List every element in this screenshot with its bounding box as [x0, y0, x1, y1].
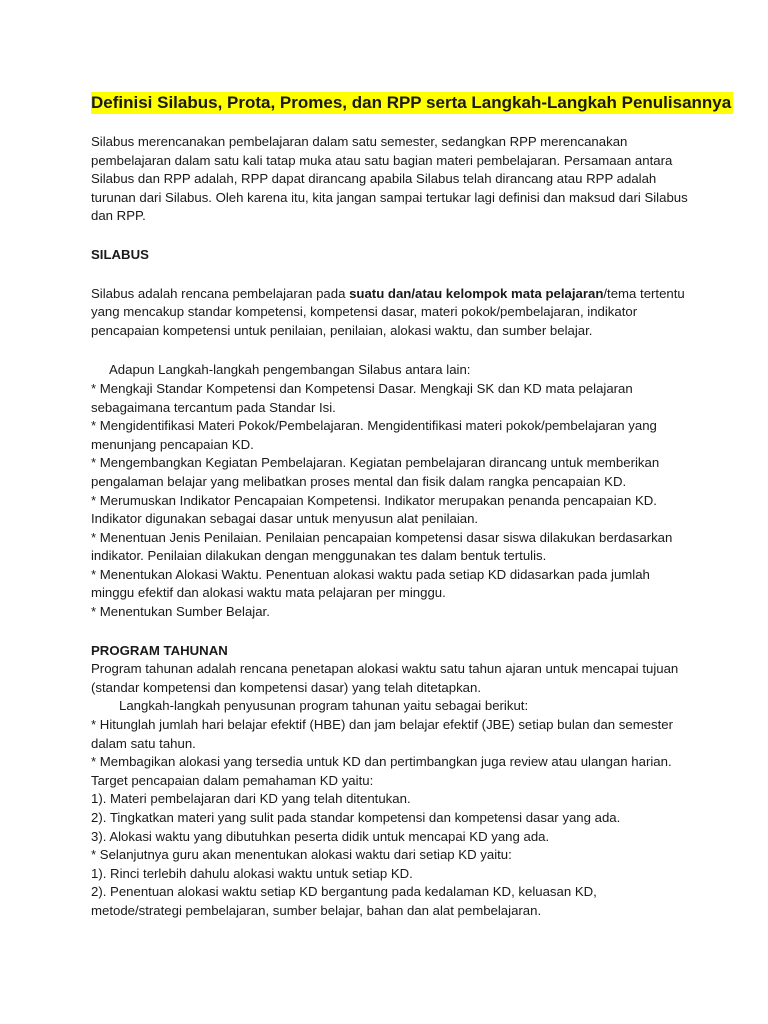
prota-steps-intro: Langkah-langkah penyusunan program tahunan yaitu sebagai berikut:: [119, 698, 529, 714]
document-title: Definisi Silabus, Prota, Promes, dan RPP serta Langkah-Langkah Penulisannya: [91, 93, 732, 112]
silabus-def-bold: suatu dan/atau kelompok mata pelajaran: [349, 285, 604, 301]
list-item: * Mengkaji Standar Kompetensi dan Kompetensi Dasar. Mengkaji SK dan KD mata pelajaran sebagaimana tercantum pada Standar Isi.: [91, 380, 633, 415]
list-item: * Merumuskan Indikator Pencapaian Kompetensi. Indikator merupakan penanda pencapaian KD. Indikator digunakan sebagai dasar untuk menyusun alat penilaian.: [91, 492, 657, 527]
list-item: * Membagikan alokasi yang tersedia untuk KD dan pertimbangkan juga review atau ulangan harian.: [91, 754, 672, 770]
silabus-definition: [91, 285, 691, 341]
silabus-def-text: Silabus adalah rencana pembelajaran pada: [91, 285, 350, 301]
silabus-steps-list: [91, 380, 691, 622]
list-item: * Menentuan Jenis Penilaian. Penilaian pencapaian kompetensi dasar siswa dilakukan berdasarkan indikator. Penilaian dilakukan dengan menggunakan tes dalam bentuk tertulis.: [91, 529, 673, 564]
list-item: * Hitunglah jumlah hari belajar efektif (HBE) dan jam belajar efektif (JBE) setiap bulan dan semester dalam satu tahun.: [91, 717, 674, 751]
silabus-heading: SILABUS: [91, 246, 149, 262]
document-page: [91, 92, 732, 921]
list-item: 2). Tingkatkan materi yang sulit pada standar kompetensi dan kompetensi dasar yang ada.: [91, 810, 621, 825]
prota-steps-list: [91, 716, 691, 921]
prota-definition: Program tahunan adalah rencana penetapan alokasi waktu satu tahun ajaran untuk mencapai tujuan (standar kompetensi dan kompetensi dasar) yang telah ditetapkan.: [91, 661, 679, 695]
list-item: Target pencapaian dalam pemahaman KD yaitu:: [91, 772, 374, 788]
list-item: 3). Alokasi waktu yang dibutuhkan peserta didik untuk mencapai KD yang ada.: [91, 828, 550, 844]
list-item: * Menentukan Sumber Belajar.: [91, 604, 270, 620]
list-item: 2). Penentuan alokasi waktu setiap KD bergantung pada kedalaman KD, keluasan KD, metode/strategi pembelajaran, sumber belajar, bahan dan alat pembelajaran.: [91, 884, 597, 918]
list-item: * Selanjutnya guru akan menentukan alokasi waktu dari setiap KD yaitu:: [91, 847, 512, 863]
list-item: * Mengembangkan Kegiatan Pembelajaran. Kegiatan pembelajaran dirancang untuk memberikan pengalaman belajar yang melibatkan proses mental dan fisik dalam rangka pencapaian KD.: [91, 455, 660, 489]
list-item: * Mengidentifikasi Materi Pokok/Pembelajaran. Mengidentifikasi materi pokok/pembelajaran yang menunjang pencapaian KD.: [91, 418, 657, 452]
intro-paragraph: Silabus merencanakan pembelajaran dalam satu semester, sedangkan RPP merencanakan pembelajaran dalam satu kali tatap muka atau satu bagian materi pembelajaran. Persamaan antara Silabus dan RPP adalah, RPP dapat dirancang apabila Silabus telah dirancang atau RPP adalah turunan dari Silabus. Oleh karena itu, kita jangan sampai tertukar lagi definisi dan maksud dari Silabus dan RPP.: [91, 134, 688, 224]
list-item: 1). Rinci terlebih dahulu alokasi waktu untuk setiap KD.: [91, 865, 413, 881]
list-item: * Menentukan Alokasi Waktu. Penentuan alokasi waktu pada setiap KD didasarkan pada jumlah minggu efektif dan alokasi waktu mata pelajaran per minggu.: [91, 566, 650, 601]
silabus-steps-intro: Adapun Langkah-langkah pengembangan Silabus antara lain:: [109, 362, 471, 378]
prota-heading: PROGRAM TAHUNAN: [91, 642, 228, 658]
silabus-def-text-end: /tema tertentu yang mencakup standar kompetensi, kompetensi dasar, materi pokok/pembelajaran, indikator pencapaian kompetensi untuk penilaian, penilaian, alokasi waktu, dan sumber belajar.: [91, 285, 685, 338]
list-item: 1). Materi pembelajaran dari KD yang telah ditentukan.: [91, 791, 411, 807]
